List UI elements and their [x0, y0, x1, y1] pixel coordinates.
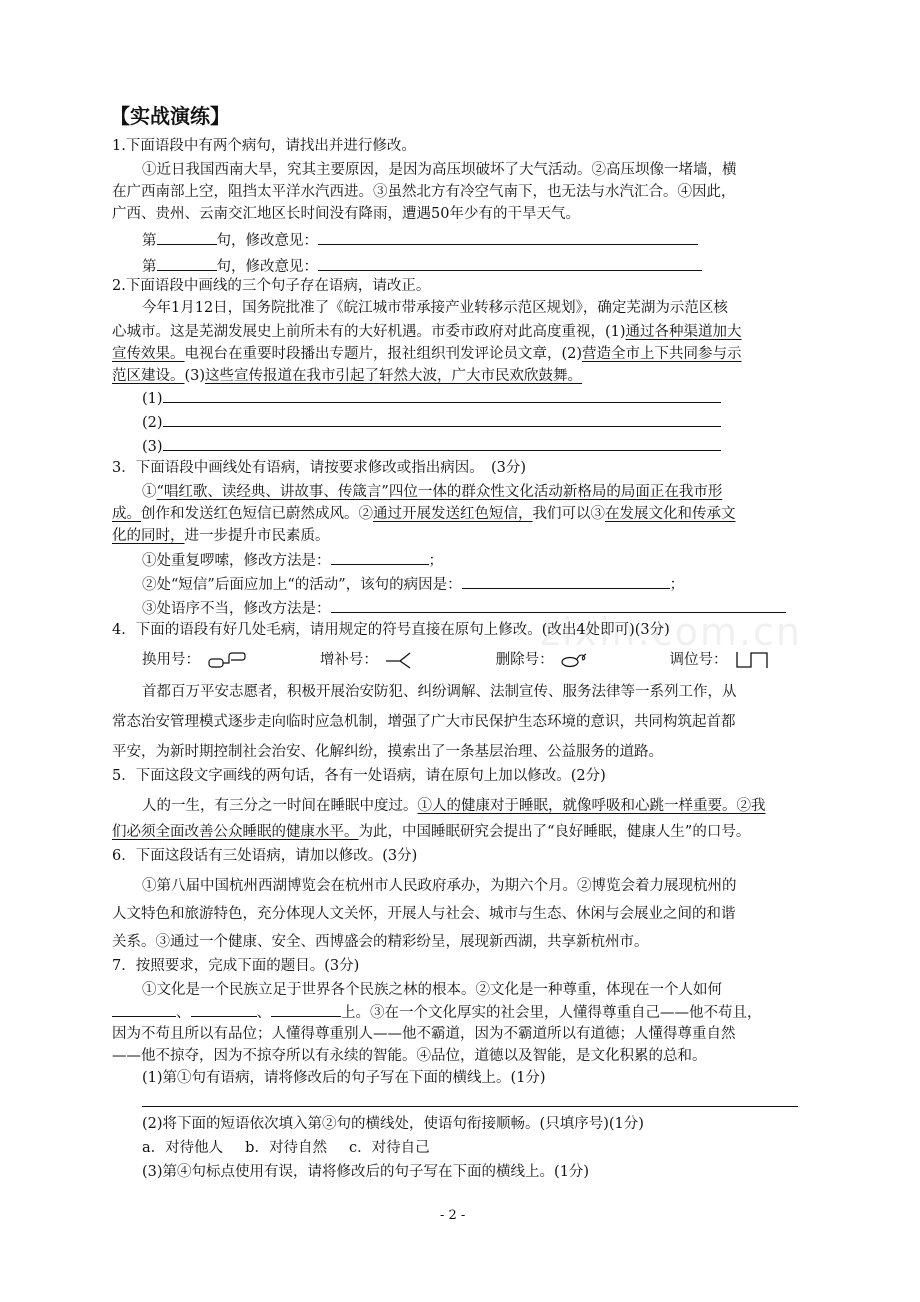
- q2-para-line: 范区建设。(3)这些宣传报道在我市引起了轩然大波，广大市民欢欣鼓舞。: [112, 368, 583, 384]
- revision-blank[interactable]: [318, 230, 698, 245]
- answer-blank[interactable]: [163, 436, 721, 451]
- answer-blank[interactable]: [331, 550, 429, 565]
- q5-para-line: 们必须全面改善公众睡眠的健康水平。为此，中国睡眠研究会提出了“良好睡眠，健康人生”的口号。: [112, 824, 751, 840]
- q3-answer-2: ②处“短信”后面应加上“的活动”，该句的病因是： ；: [142, 574, 684, 595]
- q4-symbol-legend: 换用号： 增补号： 删除号： 调位号：: [142, 650, 770, 670]
- q6-para-line: ①第八届中国杭州西湖博览会在杭州市人民政府承办，为期六个月。②博览会着力展现杭州的: [142, 878, 737, 894]
- option-b: b．对待自然: [245, 1140, 327, 1156]
- q7-sub-question-1: (1)第①句有语病，请将修改后的句子写在下面的横线上。(1分): [142, 1070, 546, 1086]
- q3-para-line: 成。创作和发送红色短信已蔚然成风。②通过开展发送红色短信，我们可以③在发展文化和传承文: [112, 506, 736, 522]
- q4-para-line: 平安，为新时期控制社会治安、化解纠纷，摸索出了一条基层治理、公益服务的道路。: [112, 744, 663, 760]
- fill-blank[interactable]: [191, 1002, 257, 1017]
- q3-answer-3: ③处语序不当，修改方法是：: [142, 598, 786, 619]
- insert-mark-icon: [384, 651, 414, 669]
- watermark: zixin.com.cn: [540, 610, 802, 654]
- q6-stem: 6．下面这段话有三处语病，请加以修改。(3分): [112, 848, 418, 864]
- q1-answer-line-2: 第 句，修改意见：: [142, 256, 702, 277]
- q7-para-line: ——他不掠夺，因为不掠夺所以有永续的智能。④品位，道德以及智能，是文化积累的总和。: [112, 1048, 707, 1064]
- option-a: a．对待他人: [142, 1140, 224, 1156]
- q5-stem: 5．下面这段文字画线的两句话，各有一处语病，请在原句上加以修改。(2分): [112, 768, 606, 784]
- q2-para-line: 今年1月12日，国务院批准了《皖江城市带承接产业转移示范区规划》，确定芜湖为示范区核: [142, 300, 728, 316]
- q6-para-line: 关系。③通过一个健康、安全、西博盛会的精彩纷呈，展现新西湖，共享新杭州市。: [112, 934, 649, 950]
- q7-stem: 7．按照要求，完成下面的题目。(3分): [112, 958, 360, 974]
- q2-answer-line-1: (1): [142, 388, 721, 409]
- q2-para-line: 宣传效果。电视台在重要时段播出专题片，报社组织刊发评论员文章，(2)营造全市上下共同参与示: [112, 346, 742, 362]
- q1-para-line: ①近日我国西南大旱，究其主要原因，是因为高压坝破坏了大气活动。②高压坝像一堵墙，横: [142, 162, 737, 178]
- answer-blank[interactable]: [462, 574, 670, 589]
- q3-para-line: ①“唱红歌、读经典、讲故事、传箴言”四位一体的群众性文化活动新格局的局面正在我市形: [142, 484, 723, 500]
- sentence-number-blank[interactable]: [157, 256, 217, 271]
- q3-answer-1: ①处重复啰嗦，修改方法是： ；: [142, 550, 443, 571]
- page-number: - 2 -: [440, 1208, 466, 1223]
- answer-blank[interactable]: [163, 388, 721, 403]
- q1-stem: 1.下面语段中有两个病句，请找出并进行修改。: [112, 138, 416, 154]
- q4-para-line: 首都百万平安志愿者，积极开展治安防犯、纠纷调解、法制宣传、服务法律等一系列工作，从: [142, 684, 737, 700]
- q1-answer-line-1: 第 句，修改意见：: [142, 230, 698, 251]
- fill-blank[interactable]: [271, 1002, 341, 1017]
- q1-para-line: 在广西南部上空，阻挡太平洋水汽西进。③虽然北方有冷空气南下，也无法与水汽汇合。④因此，: [112, 184, 736, 200]
- q7-sub-question-2: (2)将下面的短语依次填入第②句的横线处，使语句衔接顺畅。(只填序号)(1分): [142, 1116, 644, 1132]
- sentence-number-blank[interactable]: [157, 230, 217, 245]
- q2-answer-line-2: (2): [142, 412, 721, 433]
- swap-mark-icon: [207, 651, 247, 669]
- q6-para-line: 人文特色和旅游特色，充分体现人文关怀，开展人与社会、城市与生态、休闲与会展业之间的和谐: [112, 906, 736, 922]
- q7-para-line: 、 、 上。③在一个文化厚实的社会里，人懂得尊重自己——他不苟且，: [112, 1002, 762, 1023]
- q7-options: [142, 1138, 430, 1158]
- fill-blank[interactable]: [112, 1002, 176, 1017]
- q2-para-line: 心城市。这是芜湖发展史上前所未有的大好机遇。市委市政府对此高度重视，(1)通过各种渠道加大: [112, 324, 742, 340]
- q7-sub-question-3: (3)第④句标点使用有误，请将修改后的句子写在下面的横线上。(1分): [142, 1164, 590, 1180]
- q2-stem: 2.下面语段中画线的三个句子存在语病，请改正。: [112, 278, 431, 294]
- q3-para-line: 化的同时，进一步提升市民素质。: [112, 528, 330, 544]
- q7-answer-line-1: [142, 1092, 798, 1113]
- q2-answer-line-3: (3): [142, 436, 721, 457]
- q7-para-line: 因为不苟且所以有品位；人懂得尊重别人——他不霸道，因为不霸道所以有道德；人懂得尊重自然: [112, 1026, 736, 1042]
- q3-stem: 3．下面语段中画线处有语病，请按要求修改或指出病因。 (3分): [112, 460, 527, 476]
- option-c: c．对待自己: [348, 1140, 430, 1156]
- q4-para-line: 常态治安管理模式逐步走向临时应急机制，增强了广大市民保护生态环境的意识，共同构筑起首都: [112, 714, 736, 730]
- q4-stem: 4．下面的语段有好几处毛病，请用规定的符号直接在原句上修改。(改出4处即可)(3分): [112, 622, 670, 638]
- q7-para-line: ①文化是一个民族立足于世界各个民族之林的根本。②文化是一种尊重，体现在一个人如何: [142, 982, 722, 998]
- answer-blank[interactable]: [163, 412, 721, 427]
- answer-blank[interactable]: [142, 1092, 798, 1107]
- section-title: 【实战演练】: [110, 104, 230, 128]
- q1-para-line: 广西、贵州、云南交汇地区长时间没有降雨，遭遇50年少有的干旱天气。: [112, 206, 580, 222]
- revision-blank[interactable]: [318, 256, 702, 271]
- q5-para-line: 人的一生，有三分之一时间在睡眠中度过。①人的健康对于睡眠，就像呼吸和心跳一样重要。②我: [142, 798, 766, 814]
